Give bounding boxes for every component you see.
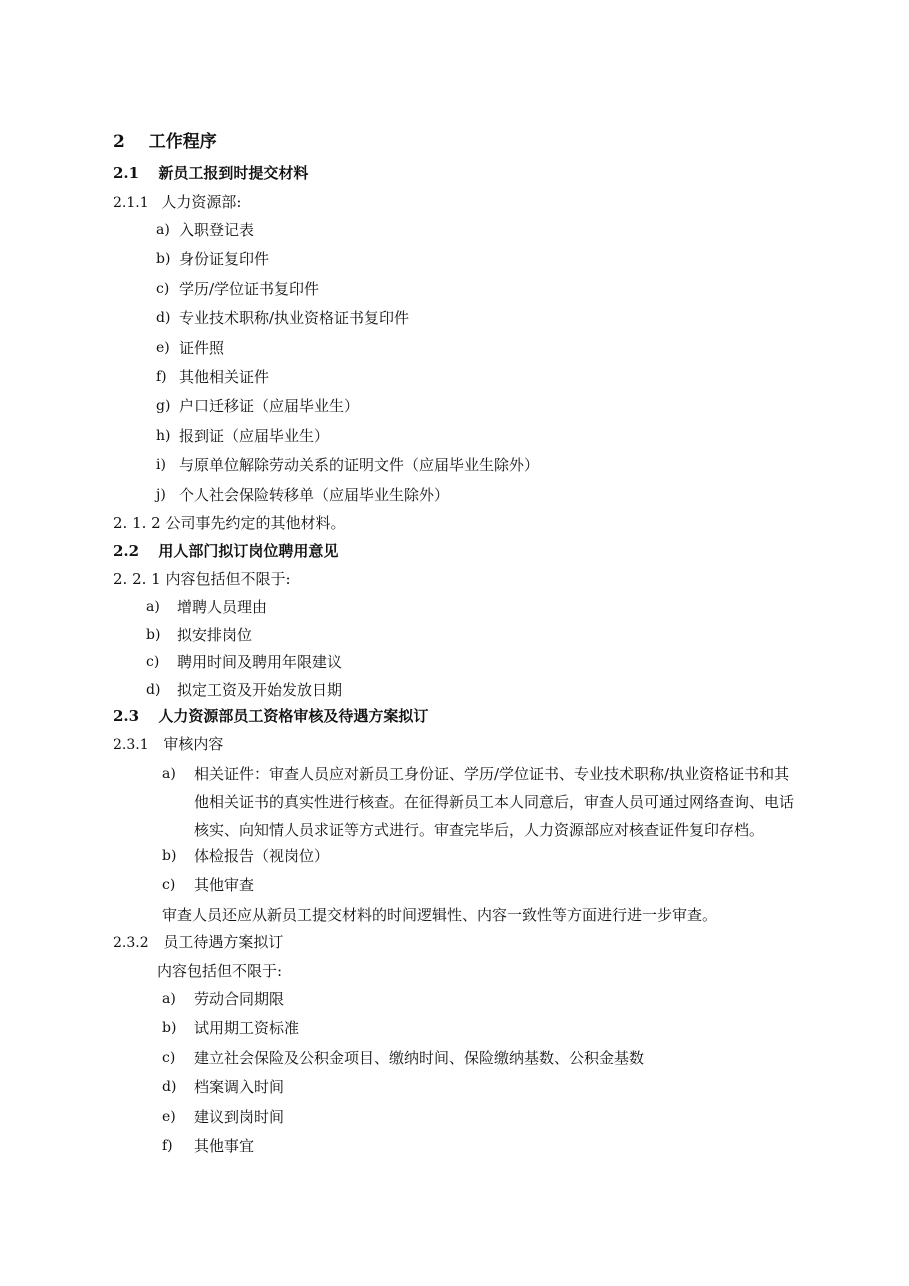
list-item-text: 档案调入时间 (194, 1078, 285, 1097)
list-marker: c) (156, 280, 170, 297)
clause-title: 员工待遇方案拟订 (163, 933, 284, 951)
paragraph-line: 他相关证书的真实性进行核查。在征得新员工本人同意后，审查人员可通过网络查询、电话 (194, 793, 795, 811)
clause-number: 2.3.1 (113, 737, 149, 753)
list-item-text: 其他相关证件 (179, 368, 270, 386)
subsection-title: 人力资源部员工资格审核及待遇方案拟订 (158, 707, 429, 725)
list-item-text: 入职登记表 (179, 221, 255, 239)
section-title: 工作程序 (148, 132, 217, 152)
clause-intro: 内容包括但不限于: (157, 962, 283, 980)
list-item-text: 体检报告（视岗位） (194, 847, 330, 865)
subsection-heading-2-2 (113, 541, 338, 561)
list-item-text: 其他审查 (194, 876, 255, 894)
clause-2-2-1: 2. 2. 1 内容包括但不限于: (113, 570, 291, 588)
list-marker: e) (162, 1108, 176, 1125)
list-marker: f) (162, 1138, 173, 1154)
list-item-text: 其他事宜 (194, 1137, 255, 1155)
list-item-text: 试用期工资标准 (194, 1019, 300, 1038)
subsection-number: 2.2 (113, 542, 140, 560)
clause-title: 审核内容 (163, 735, 224, 753)
list-marker: b) (162, 848, 177, 864)
list-item-text: 户口迁移证（应届毕业生） (179, 397, 360, 416)
list-item-text: 劳动合同期限 (194, 990, 285, 1008)
list-item-text: 建立社会保险及公积金项目、缴纳时间、保险缴纳基数、公积金基数 (194, 1048, 645, 1067)
list-marker: d) (156, 310, 171, 327)
list-marker: d) (162, 1079, 177, 1096)
list-item-text: 聘用时间及聘用年限建议 (177, 653, 343, 671)
list-item-text: 拟安排岗位 (177, 625, 253, 644)
list-item-text: 增聘人员理由 (177, 598, 268, 616)
list-marker: h) (156, 427, 171, 444)
list-marker: b) (156, 251, 171, 268)
clause-number: 2.1.1 (113, 195, 149, 211)
clause-title: 人力资源部: (161, 193, 242, 211)
clause-2-1-2: 2. 1. 2 公司事先约定的其他材料。 (113, 514, 346, 532)
paragraph-line: 核实、向知情人员求证等方式进行。审查完毕后，人力资源部应对核查证件复印存档。 (194, 821, 765, 839)
list-marker: c) (146, 654, 160, 670)
list-item-text: 与原单位解除劳动关系的证明文件（应届毕业生除外） (179, 456, 540, 475)
list-marker: j) (156, 486, 166, 503)
subsection-heading-2-3 (113, 706, 428, 726)
section-heading (113, 132, 217, 152)
list-item-text: 建议到岗时间 (194, 1107, 285, 1126)
clause-2-3-1 (113, 734, 223, 755)
review-note: 审查人员还应从新员工提交材料的时间逻辑性、内容一致性等方面进行进一步审查。 (162, 906, 718, 924)
list-marker: f) (156, 369, 167, 385)
list-marker: i) (156, 457, 166, 474)
list-item-text: 报到证（应届毕业生） (179, 426, 330, 445)
clause-number: 2.3.2 (113, 935, 149, 951)
list-item-text: 身份证复印件 (179, 250, 270, 269)
list-marker: d) (146, 681, 161, 698)
list-marker: b) (162, 1020, 177, 1037)
list-marker: c) (162, 1049, 176, 1066)
list-marker: a) (156, 222, 170, 238)
list-item-text: 专业技术职称/执业资格证书复印件 (179, 309, 410, 328)
list-item-text: 拟定工资及开始发放日期 (177, 680, 343, 699)
list-item-text: 学历/学位证书复印件 (179, 279, 320, 298)
clause-2-3-2 (113, 932, 283, 953)
paragraph-line: 相关证件：审查人员应对新员工身份证、学历/学位证书、专业技术职称/执业资格证书和其 (194, 765, 790, 783)
list-marker: b) (146, 626, 161, 643)
subsection-number: 2.3 (113, 707, 140, 725)
subsection-number: 2.1 (113, 164, 140, 182)
list-item-text: 个人社会保险转移单（应届毕业生除外） (179, 485, 450, 504)
list-marker: a) (162, 766, 176, 782)
list-marker: g) (156, 398, 171, 415)
subsection-heading-2-1 (113, 163, 308, 183)
clause-2-1-1 (113, 192, 241, 213)
list-item-text: 证件照 (179, 338, 225, 357)
list-marker: c) (162, 877, 176, 893)
subsection-title: 用人部门拟订岗位聘用意见 (158, 542, 339, 560)
section-number: 2 (113, 132, 125, 152)
subsection-title: 新员工报到时提交材料 (158, 164, 309, 182)
list-marker: a) (162, 991, 176, 1007)
list-marker: a) (146, 599, 160, 615)
list-marker: e) (156, 339, 170, 356)
